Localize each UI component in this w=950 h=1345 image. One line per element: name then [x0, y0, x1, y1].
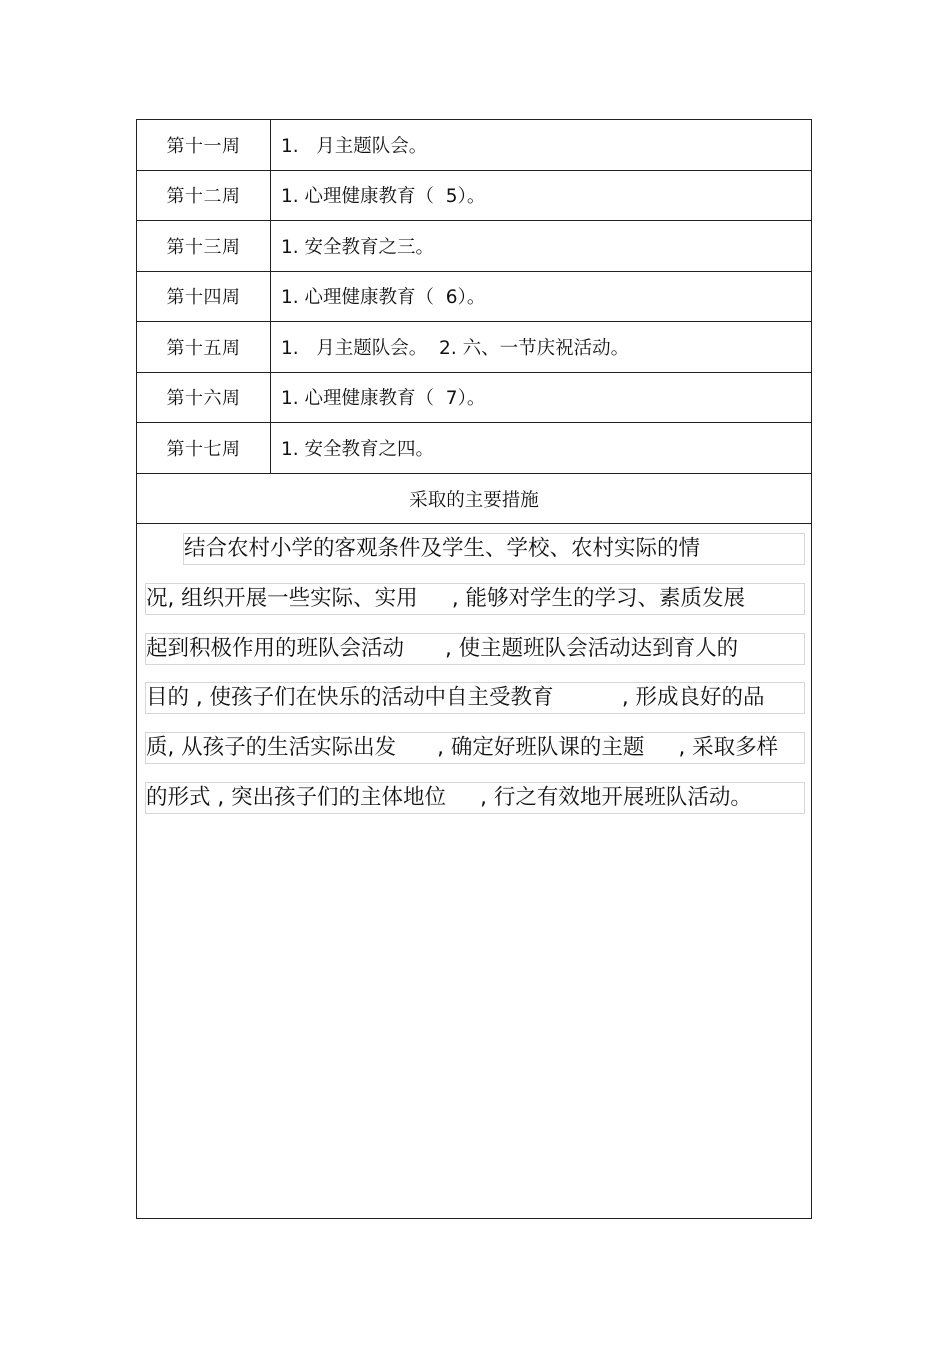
- measures-heading: 采取的主要措施: [137, 474, 811, 524]
- paragraph-line: 质, 从孩子的生活实际出发 , 确定好班队课的主题 , 采取多样: [145, 732, 805, 764]
- paragraph-line: 的形式 , 突出孩子们的主体地位 , 行之有效地开展班队活动。: [145, 782, 805, 814]
- week-row: [137, 221, 811, 272]
- plan-table: [136, 119, 812, 1219]
- week-row: [137, 171, 811, 222]
- paragraph-line: 况, 组织开展一些实际、实用 , 能够对学生的学习、素质发展: [145, 583, 805, 615]
- week-activity: 1. 心理健康教育（ 7）。: [281, 388, 486, 410]
- week-activity: 1. 心理健康教育（ 5）。: [281, 186, 486, 208]
- paragraph-line: 起到积极作用的班队会活动 , 使主题班队会活动达到育人的: [145, 633, 805, 665]
- paragraph-line: 结合农村小学的客观条件及学生、学校、农村实际的情: [183, 533, 805, 565]
- week-label: 第十四周: [137, 272, 271, 322]
- week-activity: 1. 心理健康教育（ 6）。: [281, 287, 486, 309]
- week-label: 第十六周: [137, 373, 271, 423]
- week-row: [137, 120, 811, 171]
- week-row: [137, 373, 811, 424]
- week-label: 第十二周: [137, 171, 271, 221]
- week-activity: 1. 安全教育之三。: [281, 236, 435, 258]
- week-label: 第十三周: [137, 221, 271, 271]
- week-label: 第十一周: [137, 120, 271, 170]
- week-activity: 1. 月主题队会。: [281, 135, 428, 157]
- paragraph-line: 目的 , 使孩子们在快乐的活动中自主受教育 , 形成良好的品: [145, 682, 805, 714]
- week-row: [137, 322, 811, 373]
- week-activity: 1. 安全教育之四。: [281, 438, 435, 460]
- week-label: 第十五周: [137, 322, 271, 372]
- week-label: 第十七周: [137, 423, 271, 473]
- week-row: [137, 423, 811, 474]
- week-row: [137, 272, 811, 323]
- week-activity: 1. 月主题队会。 2. 六、一节庆祝活动。: [281, 337, 630, 359]
